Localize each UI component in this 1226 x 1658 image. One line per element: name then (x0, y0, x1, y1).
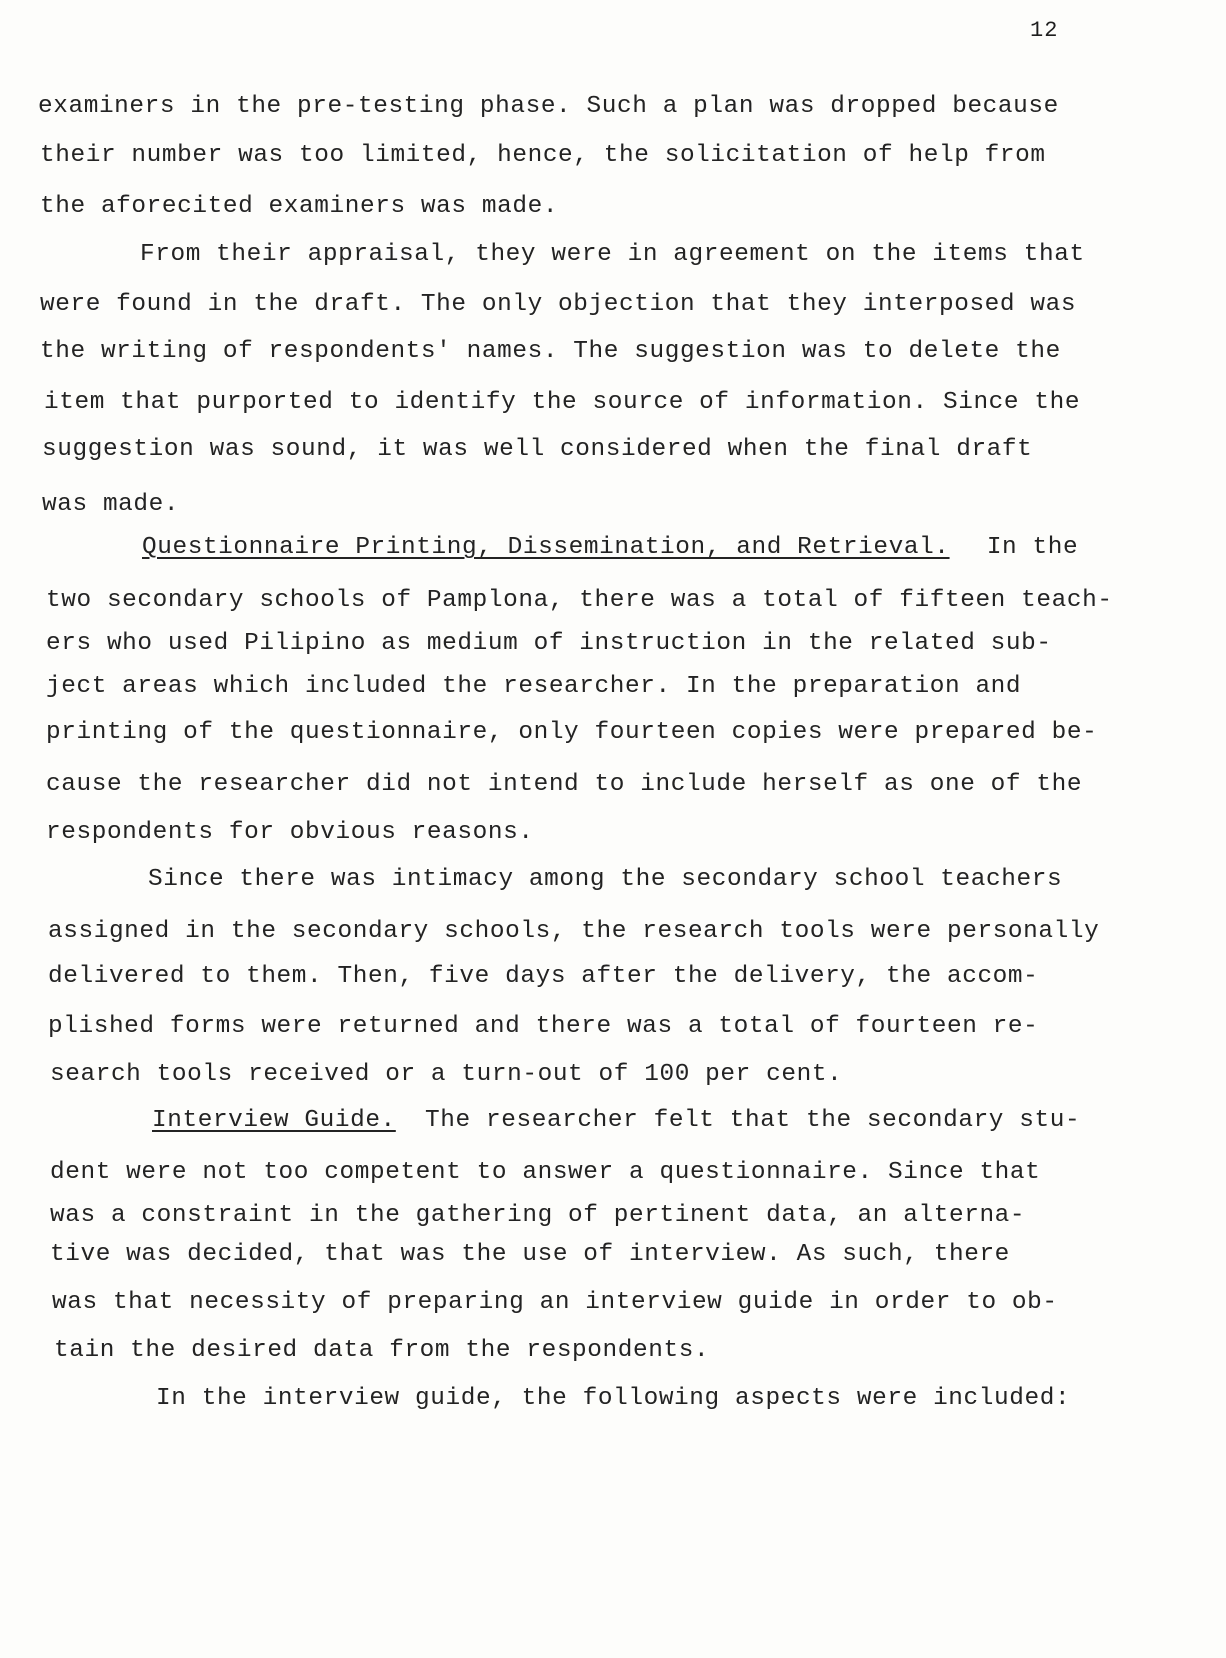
text-line-3: the aforecited examiners was made. (40, 193, 559, 220)
interview-heading-continuation: The researcher felt that the secondary stu- (425, 1107, 1081, 1134)
text-line-5: were found in the draft. The only objection that they interposed was (40, 291, 1077, 318)
text-line-17: Since there was intimacy among the secondary school teachers (148, 866, 1063, 893)
heading-continuation: In the (986, 534, 1079, 561)
text-line-2: their number was too limited, hence, the solicitation of help from (40, 142, 1046, 169)
text-line-13: ject areas which included the researcher. In the preparation and (46, 673, 1022, 700)
text-line-26: was that necessity of preparing an interview guide in order to ob- (52, 1289, 1058, 1316)
text-line-21: search tools received or a turn-out of 100 per cent. (50, 1061, 843, 1088)
text-line-19: delivered to them. Then, five days after the delivery, the accom- (48, 963, 1039, 990)
text-line-7: item that purported to identify the source of information. Since the (44, 389, 1081, 416)
text-line-25: tive was decided, that was the use of interview. As such, there (50, 1241, 1010, 1268)
text-line-18: assigned in the secondary schools, the research tools were personally (48, 918, 1100, 945)
text-line-9: was made. (42, 491, 180, 518)
text-line-1: examiners in the pre-testing phase. Such a plan was dropped because (38, 93, 1059, 120)
text-line-14: printing of the questionnaire, only fourteen copies were prepared be- (46, 719, 1098, 746)
heading-line (142, 533, 1078, 563)
text-line-28: In the interview guide, the following aspects were included: (156, 1385, 1071, 1412)
text-line-20: plished forms were returned and there was a total of fourteen re- (48, 1013, 1039, 1040)
text-line-15: cause the researcher did not intend to include herself as one of the (46, 771, 1083, 798)
text-line-11: two secondary schools of Pamplona, there was a total of fifteen teach- (46, 587, 1113, 614)
text-line-23: dent were not too competent to answer a questionnaire. Since that (50, 1159, 1041, 1186)
text-line-8: suggestion was sound, it was well considered when the final draft (42, 436, 1033, 463)
interview-heading-line (152, 1106, 1080, 1136)
text-line-16: respondents for obvious reasons. (46, 819, 534, 846)
page-number: 12 (1030, 18, 1059, 43)
questionnaire-heading: Questionnaire Printing, Dissemination, and Retrieval. (142, 534, 950, 561)
text-line-4: From their appraisal, they were in agreement on the items that (140, 241, 1085, 268)
interview-guide-heading: Interview Guide. (152, 1107, 396, 1134)
text-line-24: was a constraint in the gathering of pertinent data, an alterna- (50, 1202, 1026, 1229)
text-line-6: the writing of respondents' names. The suggestion was to delete the (40, 338, 1061, 365)
text-line-27: tain the desired data from the respondents. (54, 1337, 710, 1364)
text-line-12: ers who used Pilipino as medium of instruction in the related sub- (46, 630, 1052, 657)
